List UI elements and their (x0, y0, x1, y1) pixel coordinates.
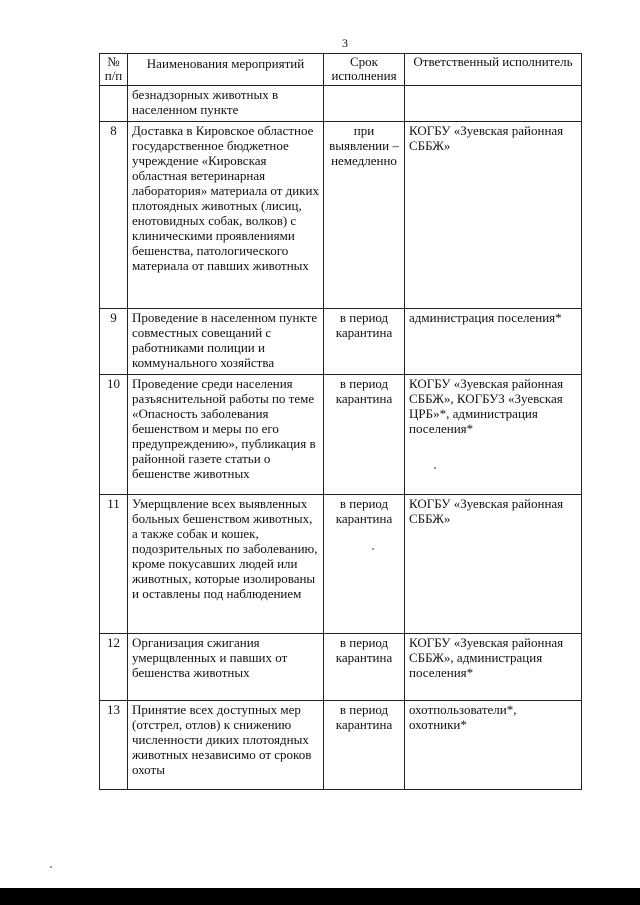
row-name: Умерщвление всех выявленных больных бешенством животных, а также собак и кошек, подозрительных по заболеванию, кроме покусавших людей или животных, которые изолированы и оставлены под наблюдением (128, 495, 324, 634)
row-num: 8 (100, 122, 128, 309)
row-responsible (405, 86, 582, 122)
row-term: в период карантина (324, 495, 405, 634)
row-name: Проведение в населенном пункте совместных совещаний с работниками полиции и коммунального хозяйства (128, 309, 324, 375)
table-row (100, 701, 582, 790)
row-term: в период карантина (324, 701, 405, 790)
row-responsible: администрация поселения* (405, 309, 582, 375)
row-term (324, 86, 405, 122)
table-row (100, 634, 582, 701)
row-num: 9 (100, 309, 128, 375)
row-term: в период карантина (324, 375, 405, 495)
row-term: в период карантина (324, 634, 405, 701)
row-responsible: КОГБУ «Зуевская районная СББЖ» (405, 495, 582, 634)
row-term: в период карантина (324, 309, 405, 375)
scan-speck (50, 866, 52, 868)
row-num: 11 (100, 495, 128, 634)
table-header-row (100, 54, 582, 86)
measures-table (99, 53, 582, 790)
table-row (100, 309, 582, 375)
row-responsible: КОГБУ «Зуевская районная СББЖ» (405, 122, 582, 309)
row-responsible: КОГБУ «Зуевская районная СББЖ», администрация поселения* (405, 634, 582, 701)
row-term: при выявлении – немедленно (324, 122, 405, 309)
header-responsible: Ответственный исполнитель (405, 54, 582, 86)
header-name: Наименования мероприятий (128, 54, 324, 86)
table-row (100, 122, 582, 309)
header-num: № п/п (100, 54, 128, 86)
row-responsible: охотпользователи*, охотники* (405, 701, 582, 790)
row-name: Организация сжигания умерщвленных и павших от бешенства животных (128, 634, 324, 701)
row-name: Проведение среди населения разъяснительной работы по теме «Опасность заболевания бешенством и меры по его предупреждению», публикация в районной газете статьи о бешенстве животных (128, 375, 324, 495)
row-num (100, 86, 128, 122)
row-responsible: КОГБУ «Зуевская районная СББЖ», КОГБУЗ «Зуевская ЦРБ»*, администрация поселения* (405, 375, 582, 495)
table-row (100, 86, 582, 122)
scan-speck (372, 548, 374, 550)
table-row (100, 495, 582, 634)
row-name: Доставка в Кировское областное государственное бюджетное учреждение «Кировская областная ветеринарная лаборатория» материала от диких плотоядных животных (лисиц, енотовидных собак, волков) с клиническими проявлениями бешенства, патологического материала от павших животных (128, 122, 324, 309)
table-row (100, 375, 582, 495)
header-term: Срок исполнения (324, 54, 405, 86)
row-num: 12 (100, 634, 128, 701)
row-num: 13 (100, 701, 128, 790)
row-name: безнадзорных животных в населенном пункте (128, 86, 324, 122)
page-number: 3 (342, 36, 348, 50)
scan-speck (434, 467, 436, 469)
scan-edge-bar (0, 888, 640, 905)
row-name: Принятие всех доступных мер (отстрел, отлов) к снижению численности диких плотоядных животных независимо от сроков охоты (128, 701, 324, 790)
row-num: 10 (100, 375, 128, 495)
